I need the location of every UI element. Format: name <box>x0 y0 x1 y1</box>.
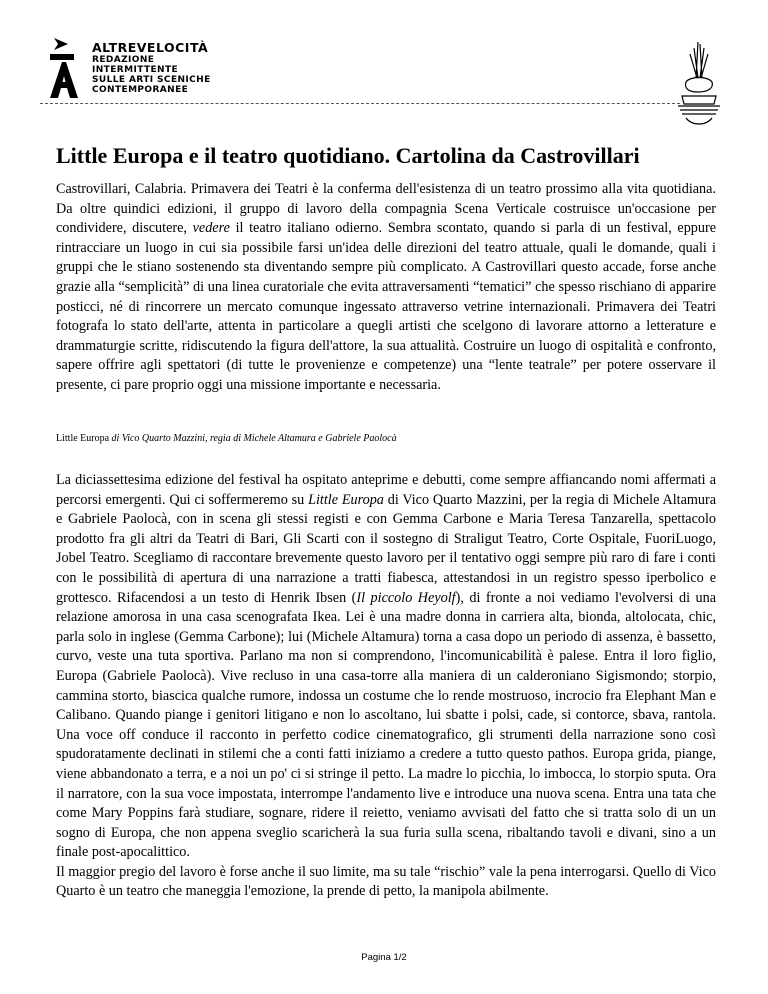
intro-text: il teatro italiano odierno. Sembra scontato, quando si parla di un festival, eppure rintracciare un luogo in cui sia possibile farsi un'idea delle direzioni del teatro attuale, quali le domande, quali i gruppi che le stiano sostenendo sta diventando sempre più complicato. A Castrovillari questo accade, forse anche grazie alla “semplicità” di una linea curatoriale che evita attraversamenti “tematici” che spesso rischiano di apparire posticci, né di rincorrere un mercato comunque ingessato attraverso vetrine internazionali. Primavera dei Teatri fotografa lo stato dell'arte, attenta in particolare a quegli artisti che scelgono di lavorare attorno a letterature e drammaturgie scritte, ridiscutendo la figura dell'attore, la sua attualità. Costruire un luogo di ospitalità e confronto, sapere offrire agli spettatori (di tutte le provenienze e competenze) una “lente teatrale” per potere osservare il presente, ci pare proprio oggi una missione importante e necessaria. <box>56 220 717 393</box>
review-paragraph <box>56 471 716 902</box>
logo-name: ALTREVELOCITÀ <box>92 40 209 55</box>
caption-title: Little Europa <box>56 433 110 444</box>
logo-subtitle-line: CONTEMPORANEE <box>92 85 189 95</box>
intro-paragraph <box>56 180 716 396</box>
review-text: La diciassettesima edizione del festival ha ospitato anteprime e debutti, come sempre affiancando nomi affermati a percorsi emergenti. Qui ci soffermeremo su <box>56 472 716 508</box>
review-text: di Vico Quarto Mazzini, per la regia di Michele Altamura e Gabriele Paolocà, con in scena gli stessi registi e con Gemma Carbone e Maria Teresa Tanzarella, spettacolo prodotto fra gli altri da Teatri di Bari, Gli Scarti con il sostegno di Straligut Teatro, Corte Ospitale, FuoriLuogo, Jobel Teatro. Scegliamo di raccontare brevemente questo lavoro per il tentativo oggi sempre più raro di fare i conti con le possibilità di apertura di una narrazione a tratti fiabesca, attestandosi in un registro spesso iperbolico e grottesco. Rifacendosi a un testo di Henrik Ibsen ( <box>56 491 717 606</box>
logo-subtitle-line: SULLE ARTI SCENICHE <box>92 75 211 85</box>
logo-subtitle-line: REDAZIONE <box>92 55 155 65</box>
logo-subtitle-line: INTERMITTENTE <box>92 65 179 75</box>
intro-emphasis: vedere <box>192 220 230 237</box>
page-number: Pagina 1/2 <box>361 952 407 963</box>
review-show-title: Little Europa <box>308 491 384 508</box>
header-divider <box>40 103 680 104</box>
review-ibsen-title: Il piccolo Heyolf <box>356 589 456 606</box>
image-caption <box>56 432 397 445</box>
sketch-illustration-icon <box>668 38 726 128</box>
review-text: ), di fronte a noi vediamo l'evolversi di una relazione amorosa in una casa scenografata Ikea. Lei è una madre donna in carriera alta, bionda, altolocata, chic, parla solo in inglese (Gemma Carbone); lui (Michele Altamura) torna a casa dopo un periodo di assenza, è bassetto, curvo, veste una tuta sportiva. Parlano ma non si comprendono, l'incomunicabilità è palese. Entra il loro figlio, Europa (Gabriele Paolocà). Vive recluso in una casa-torre alla maniera di un calderoniano Sigismondo; storpio, cammina storto, biascica qualche rumore, indossa un costume che lo rende mostruoso, incrocio fra Elephant Man e Calibano. Quando piange i genitori litigano e non lo ascoltano, lui sbatte i polsi, cade, si contorce, sbava, rantola. Una voce off conduce il racconto in perfetto codice cinematografico, gli strumenti della narrazione sono così spudoratamente declinati in stilemi che a conti fatti iniziamo a credere a tutto questo pathos. Europa grida, piange, viene abbandonato a terra, e a noi un po' ci si stringe il petto. La madre lo picchia, lo imbocca, lo storpio sputa. Ora il narratore, con la sua voce impostata, interrompe l'andamento live e introduce una nuova scena. Entra una tata che come Mary Poppins farà studiare, sognare, ridere il reietto, veniamo avvisati del fatto che si tratta solo di un un sogno di Europa, che non appena sveglio scaricherà la sua furia sulla scena, ribaltando tavoli e divani, sino a un finale post-apocalittico. <box>56 589 716 861</box>
page-header <box>0 0 768 130</box>
logo-text <box>92 41 211 95</box>
caption-credits: di Vico Quarto Mazzini, regia di Michele Altamura e Gabriele Paolocà <box>111 433 397 444</box>
intro-text: Castrovillari, Calabria. Primavera dei Teatri è la conferma dell'esistenza di un teatro prossimo alla vita quotidiana. Da oltre quindici edizioni, il gruppo di lavoro della compagnia Scena Verticale costruisce un'occasione per condividere, discutere, <box>56 181 716 237</box>
altrevelocita-logo-icon <box>44 36 84 100</box>
article-title: Little Europa e il teatro quotidiano. Cartolina da Castrovillari <box>56 143 640 168</box>
review-closing: Il maggior pregio del lavoro è forse anche il suo limite, ma su tale “rischio” vale la pena interrogarsi. Quello di Vico Quarto è un teatro che maneggia l'emozione, la prende di petto, la manipola abilmente. <box>56 863 716 900</box>
